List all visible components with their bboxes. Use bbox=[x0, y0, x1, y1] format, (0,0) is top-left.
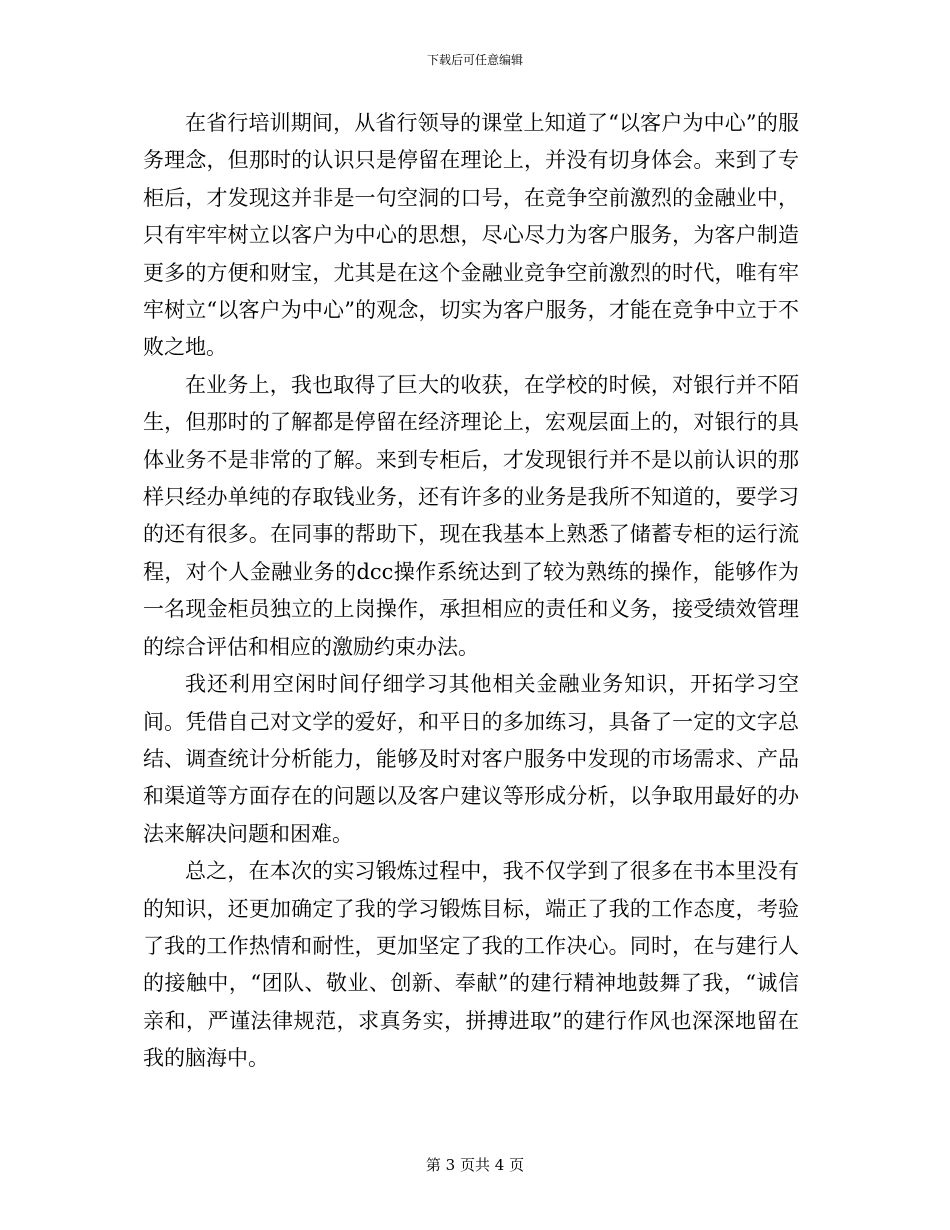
paragraph-1: 在省行培训期间，从省行领导的课堂上知道了“以客户为中心”的服务理念，但那时的认识只是停留在理论上，并没有切身体会。来到了专柜后，才发现这并非是一句空洞的口号，在竞争空前激烈的金融业中，只有牢牢树立以客户为中心的思想，尽心尽力为客户服务，为客户制造更多的方便和财宝，尤其是在这个金融业竞争空前激烈的时代，唯有牢牢树立“以客户为中心”的观念，切实为客户服务，才能在竞争中立于不败之地。 bbox=[143, 111, 799, 360]
page-number: 第 3 页共 4 页 bbox=[425, 1156, 525, 1174]
page-header: 下载后可任意编辑 bbox=[426, 53, 523, 67]
document-body bbox=[143, 105, 799, 1078]
paragraph-4: 总之，在本次的实习锻炼过程中，我不仅学到了很多在书本里没有的知识，还更加确定了我的学习锻炼目标，端正了我的工作态度，考验了我的工作热情和耐性，更加坚定了我的工作决心。同时，在与建行人的接触中，“团队、敬业、创新、奉献”的建行精神地鼓舞了我，“诚信亲和，严谨法律规范，求真务实，拼搏进取”的建行作风也深深地留在我的脑海中。 bbox=[143, 859, 799, 1071]
paragraph-2: 在业务上，我也取得了巨大的收获，在学校的时候，对银行并不陌生，但那时的了解都是停留在经济理论上，宏观层面上的，对银行的具体业务不是非常的了解。来到专柜后，才发现银行并不是以前认识的那样只经办单纯的存取钱业务，还有许多的业务是我所不知道的，要学习的还有很多。在同事的帮助下，现在我基本上熟悉了储蓄专柜的运行流程，对个人金融业务的dcc操作系统达到了较为熟练的操作，能够作为一名现金柜员独立的上岗操作，承担相应的责任和义务，接受绩效管理的综合评估和相应的激励约束办法。 bbox=[143, 372, 799, 659]
paragraph-3: 我还利用空闲时间仔细学习其他相关金融业务知识，开拓学习空间。凭借自己对文学的爱好，和平日的多加练习，具备了一定的文字总结、调查统计分析能力，能够及时对客户服务中发现的市场需求、产品和渠道等方面存在的问题以及客户建议等形成分析，以争取用最好的办法来解决问题和困难。 bbox=[143, 672, 799, 846]
